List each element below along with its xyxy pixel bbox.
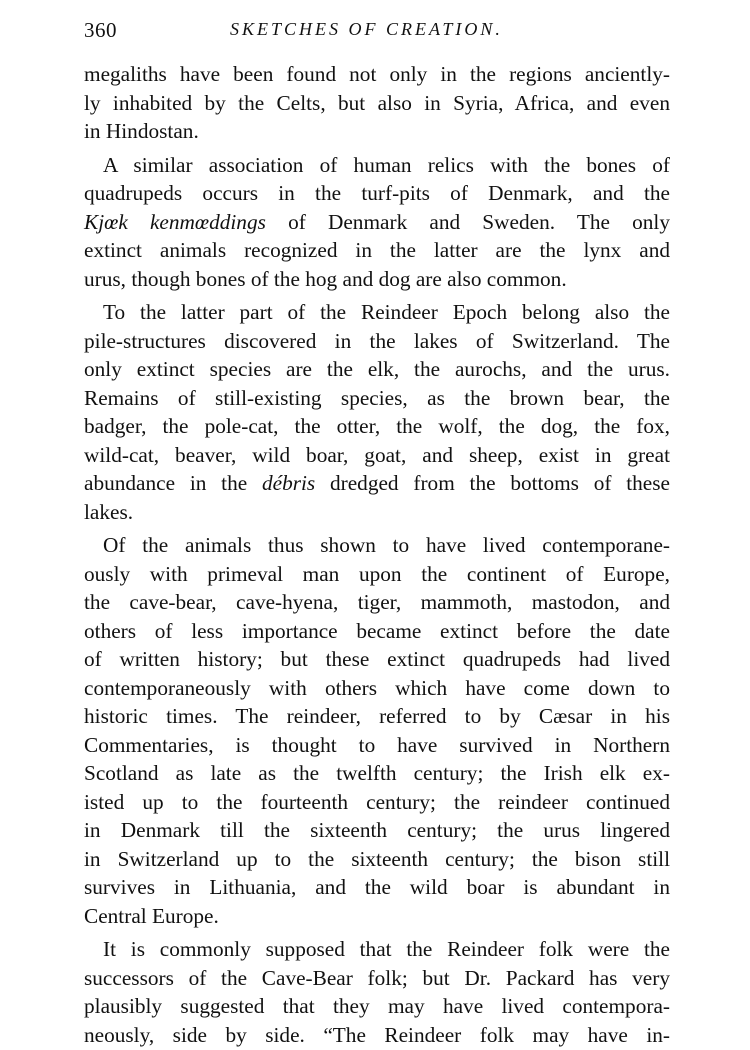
text-line: ously with primeval man upon the continent of Europe, xyxy=(84,561,670,586)
text-line: of written history; but these extinct quadrupeds had lived xyxy=(84,647,670,671)
text-line: the cave-bear, cave-hyena, tiger, mammoth, mastodon, and xyxy=(84,590,670,614)
italic-term: débris xyxy=(261,471,316,495)
text-line: neously, side by side. “The Reindeer folk may have in- xyxy=(84,1022,670,1047)
body-text xyxy=(84,60,670,1049)
paragraph xyxy=(84,151,670,294)
italic-term: Kjœk kenmœddings xyxy=(84,209,266,234)
text-line: extinct animals recognized in the latter are the lynx and xyxy=(84,238,670,262)
text-line: historic times. The reindeer, referred to by Cæsar in his xyxy=(84,704,670,728)
text-line: ly inhabited by the Celts, but also in Syria, Africa, and even xyxy=(84,90,670,115)
running-title: SKETCHES OF CREATION. xyxy=(230,19,503,39)
text-line xyxy=(84,208,670,237)
running-head xyxy=(84,14,674,46)
text-line xyxy=(84,469,670,498)
text-line: It is commonly supposed that the Reindeer folk were the xyxy=(103,937,670,961)
paragraph xyxy=(84,60,670,146)
text-line: contemporaneously with others which have come down to xyxy=(84,675,670,700)
text-line: Central Europe. xyxy=(84,903,219,928)
text-run: abundance in the xyxy=(84,471,262,495)
text-line: plausibly suggested that they may have lived contempora- xyxy=(84,994,670,1018)
text-run: dredged from the bottoms of these xyxy=(315,471,671,495)
text-line: in Denmark till the sixteenth century; the urus lingered xyxy=(84,818,670,842)
page-number: 360 xyxy=(84,18,117,42)
text-line: in Hindostan. xyxy=(84,119,199,143)
text-run: of Denmark and Sweden. The only xyxy=(265,209,670,234)
text-line: megaliths have been found not only in the regions anciently- xyxy=(84,62,670,86)
text-line: wild-cat, beaver, wild boar, goat, and sheep, exist in great xyxy=(84,442,670,467)
paragraph xyxy=(84,935,670,1049)
text-line: Scotland as late as the twelfth century; the Irish elk ex- xyxy=(84,761,670,785)
text-line: in Switzerland up to the sixteenth century; the bison still xyxy=(84,846,670,871)
paragraph xyxy=(84,531,670,930)
text-line: To the latter part of the Reindeer Epoch belong also the xyxy=(103,300,670,324)
text-line: urus, though bones of the hog and dog are also common. xyxy=(84,266,567,291)
text-line: badger, the pole-cat, the otter, the wolf, the dog, the fox, xyxy=(84,414,670,438)
text-line: successors of the Cave-Bear folk; but Dr. Packard has very xyxy=(84,965,670,990)
text-line: A similar association of human relics with the bones of xyxy=(103,152,670,177)
text-line: quadrupeds occurs in the turf-pits of Denmark, and the xyxy=(84,181,670,205)
text-line: Commentaries, is thought to have survived in Northern xyxy=(84,732,670,757)
text-line: Remains of still-existing species, as the brown bear, the xyxy=(84,385,670,410)
text-line: Of the animals thus shown to have lived contemporane- xyxy=(103,533,670,557)
text-line: others of less importance became extinct before the date xyxy=(84,618,670,643)
text-line: only extinct species are the elk, the aurochs, and the urus. xyxy=(84,357,670,381)
text-line: lakes. xyxy=(84,499,134,524)
text-line: pile-structures discovered in the lakes of Switzerland. The xyxy=(84,328,670,353)
paragraph xyxy=(84,298,670,526)
text-line: survives in Lithuania, and the wild boar is abundant in xyxy=(84,875,670,899)
text-line: isted up to the fourteenth century; the reindeer continued xyxy=(84,789,670,814)
